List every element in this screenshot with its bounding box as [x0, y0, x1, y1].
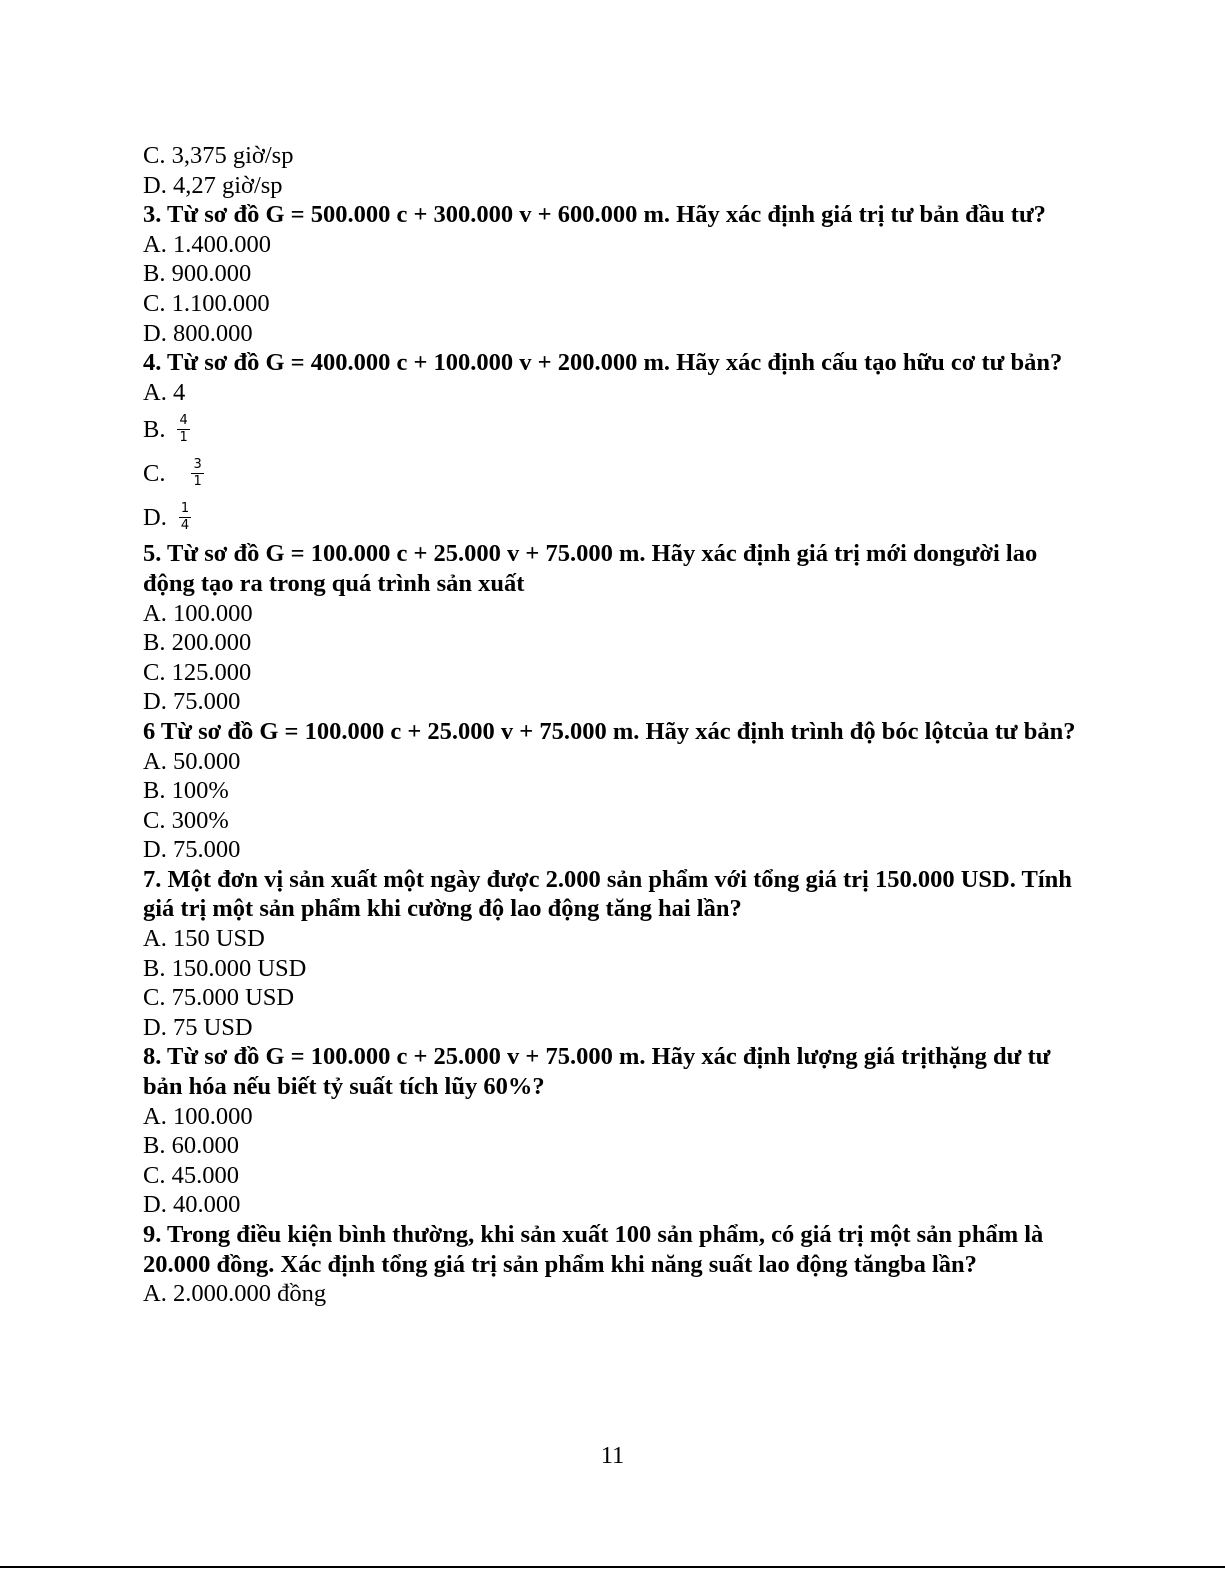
question-9: 9. Trong điều kiện bình thường, khi sản xuất 100 sản phẩm, có giá trị một sản phẩm là 20.000 đồng. Xác định tổng giá trị sản phẩm khi năng suất lao động tăngba lần? — [143, 1221, 1044, 1278]
q3-option-a: A. 1.400.000 — [143, 230, 271, 258]
q6-option-a: A. 50.000 — [143, 747, 241, 775]
q4-option-d-fraction — [179, 502, 191, 533]
question-4: 4. Từ sơ đồ G = 400.000 c + 100.000 v + 200.000 m. Hãy xác định cấu tạo hữu cơ tư bản? — [143, 349, 1063, 377]
q5-option-b: B. 200.000 — [143, 629, 252, 657]
option-c-prev: C. 3,375 giờ/sp — [143, 142, 294, 169]
q6-option-c: C. 300% — [143, 806, 229, 834]
q3-option-d: D. 800.000 — [143, 319, 253, 347]
page-content — [143, 141, 1078, 1309]
q4-option-b — [143, 407, 1078, 451]
q4-option-d-label: D. — [143, 503, 167, 531]
q4-option-b-fraction — [177, 414, 189, 445]
q7-option-c: C. 75.000 USD — [143, 984, 295, 1012]
question-7: 7. Một đơn vị sản xuất một ngày được 2.000 sản phẩm với tổng giá trị 150.000 USD. Tính giá trị một sản phẩm khi cường độ lao động tăng hai lần? — [143, 865, 1072, 923]
q8-option-c: C. 45.000 — [143, 1161, 239, 1189]
bottom-divider — [0, 1566, 1225, 1568]
q3-option-b: B. 900.000 — [143, 260, 252, 288]
q8-option-b: B. 60.000 — [143, 1132, 239, 1160]
page-number: 11 — [600, 1442, 625, 1469]
q4-option-a: A. 4 — [143, 378, 186, 406]
q5-option-a: A. 100.000 — [143, 599, 253, 627]
q4-option-c-fraction — [191, 458, 203, 489]
q4-option-d — [143, 495, 1078, 539]
question-3: 3. Từ sơ đồ G = 500.000 c + 300.000 v + 600.000 m. Hãy xác định giá trị tư bản đầu tư? — [143, 201, 1046, 229]
q5-option-d: D. 75.000 — [143, 688, 241, 716]
question-5: 5. Từ sơ đồ G = 100.000 c + 25.000 v + 75.000 m. Hãy xác định giá trị mới dongười lao động tạo ra trong quá trình sản xuất — [143, 540, 1038, 597]
q8-option-a: A. 100.000 — [143, 1102, 253, 1130]
q9-option-a: A. 2.000.000 đồng — [143, 1280, 327, 1308]
q8-option-d: D. 40.000 — [143, 1191, 241, 1219]
q7-option-d: D. 75 USD — [143, 1013, 253, 1041]
fraction-denominator: 4 — [180, 517, 190, 533]
q4-option-c-label: C. — [143, 459, 166, 487]
option-d-prev: D. 4,27 giờ/sp — [143, 171, 283, 199]
fraction-denominator: 1 — [193, 473, 202, 489]
q5-option-c: C. 125.000 — [143, 658, 252, 686]
fraction-numerator: 3 — [193, 456, 202, 472]
q7-option-a: A. 150 USD — [143, 925, 265, 953]
fraction-denominator: 1 — [179, 429, 188, 445]
q7-option-b: B. 150.000 USD — [143, 954, 307, 982]
question-8: 8. Từ sơ đồ G = 100.000 c + 25.000 v + 75.000 m. Hãy xác định lượng giá trịthặng dư tư bản hóa nếu biết tỷ suất tích lũy 60%? — [143, 1043, 1051, 1101]
q4-option-c — [143, 451, 1078, 495]
question-6: 6 Từ sơ đồ G = 100.000 c + 25.000 v + 75.000 m. Hãy xác định trình độ bóc lộtcủa tư bản? — [143, 717, 1076, 745]
q3-option-c: C. 1.100.000 — [143, 289, 270, 317]
q4-option-b-label: B. — [143, 415, 166, 443]
fraction-numerator: 1 — [180, 500, 190, 516]
q6-option-d: D. 75.000 — [143, 836, 241, 864]
q6-option-b: B. 100% — [143, 777, 229, 805]
fraction-numerator: 4 — [179, 412, 188, 428]
